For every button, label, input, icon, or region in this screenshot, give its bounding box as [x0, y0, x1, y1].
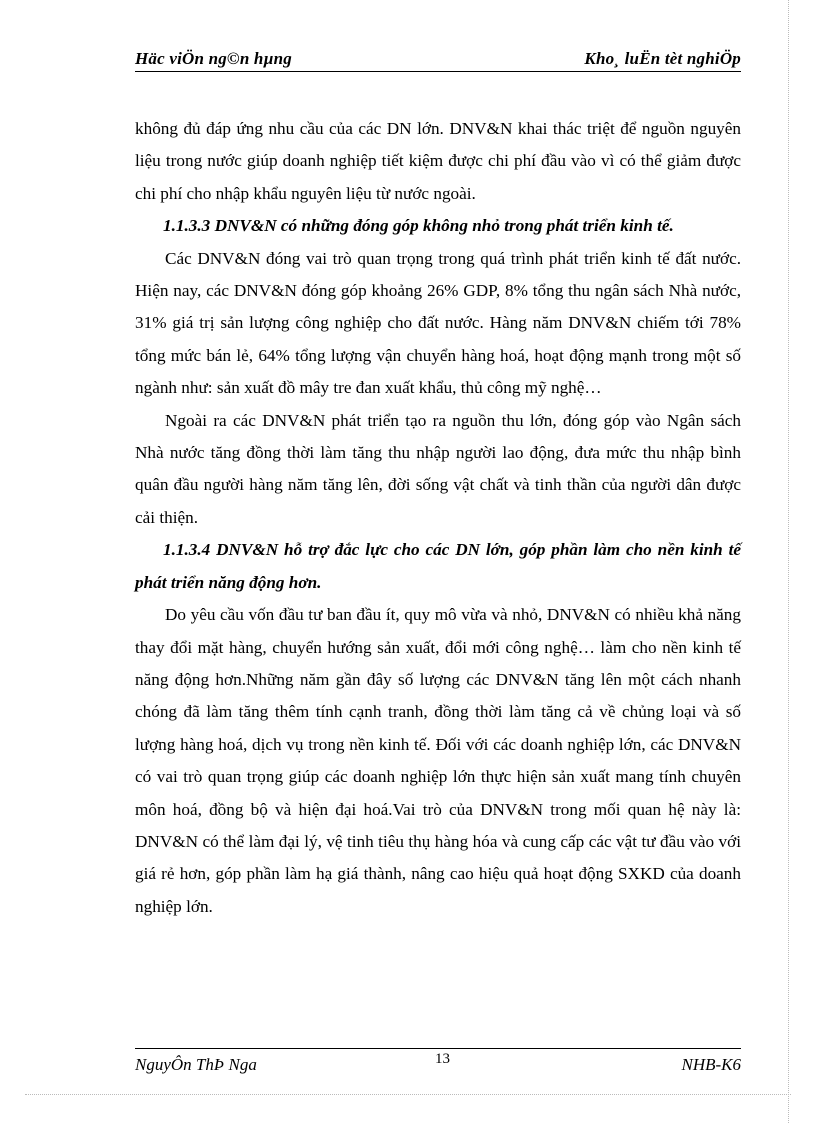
paragraph-economic-contribution: Các DNV&N đóng vai trò quan trọng trong quá trình phát triển kinh tế đất nước. Hiện nay, các DNV&N đóng góp khoảng 26% GDP, 8% tổng thu ngân sách Nhà nước, 31% giá trị sản lượng công nghiệp cho đất nước. Hàng năm DNV&N chiếm tới 78% tổng mức bán lẻ, 64% tổng lượng vận chuyển hàng hoá, hoạt động mạnh trong một số ngành như: sản xuất đồ mây tre đan xuất khẩu, thủ công mỹ nghệ…: [135, 248, 741, 398]
paragraph-revenue: Ngoài ra các DNV&N phát triển tạo ra nguồn thu lớn, đóng góp vào Ngân sách Nhà nước tăng đồng thời làm tăng thu nhập người lao động, đưa mức thu nhập bình quân đầu người hàng năm tăng lên, đời sống vật chất và tinh thần của người dân được cải thiện.: [135, 410, 741, 527]
page-header: [135, 49, 741, 72]
page-body: [135, 113, 741, 923]
paragraph-support-large-enterprises: Do yêu cầu vốn đầu tư ban đầu ít, quy mô vừa và nhỏ, DNV&N có nhiều khả năng thay đổi mặt hàng, chuyển hướng sản xuất, đổi mới công nghệ… làm cho nền kinh tế năng động hơn.Những năm gần đây số lượng các DNV&N tăng lên một cách nhanh chóng đã làm tăng thêm tính cạnh tranh, đồng thời làm tăng cả về chủng loại và số lượng hàng hoá, dịch vụ trong nền kinh tế. Đối với các doanh nghiệp lớn, các DNV&N có vai trò quan trọng giúp các doanh nghiệp lớn thực hiện sản xuất mang tính chuyên môn hoá, đồng bộ và hiện đại hoá.Vai trò của DNV&N trong mối quan hệ này là: DNV&N có thể làm đại lý, vệ tinh tiêu thụ hàng hóa và cung cấp các vật tư đầu vào với giá rẻ hơn, góp phần làm hạ giá thành, nâng cao hiệu quả hoạt động SXKD của doanh nghiệp lớn.: [135, 605, 741, 916]
page-number: 13: [435, 1051, 450, 1067]
footer-class-code: NHB-K6: [681, 1055, 741, 1074]
page-boundary-bottom: [25, 1094, 791, 1095]
footer-author: NguyÔn ThÞ Nga: [135, 1055, 257, 1074]
paragraph-continuation: không đủ đáp ứng nhu cầu của các DN lớn. DNV&N khai thác triệt để nguồn nguyên liệu trong nước giúp doanh nghiệp tiết kiệm được chi phí đầu vào vì có thể giảm được chi phí cho nhập khẩu nguyên liệu từ nước ngoài.: [135, 119, 741, 203]
section-heading-1-1-3-4: 1.1.3.4 DNV&N hỗ trợ đắc lực cho các DN lớn, góp phần làm cho nền kinh tế phát triển năng động hơn.: [135, 540, 741, 592]
section-heading-1-1-3-3: 1.1.3.3 DNV&N có những đóng góp không nhỏ trong phát triển kinh tế.: [163, 216, 674, 236]
header-document-type: Kho¸ luËn tèt nghiÖp: [584, 49, 741, 68]
page-boundary-right: [788, 0, 789, 1123]
page-footer: [135, 1048, 741, 1079]
header-institution: Häc viÖn ng©n hµng: [135, 49, 292, 68]
